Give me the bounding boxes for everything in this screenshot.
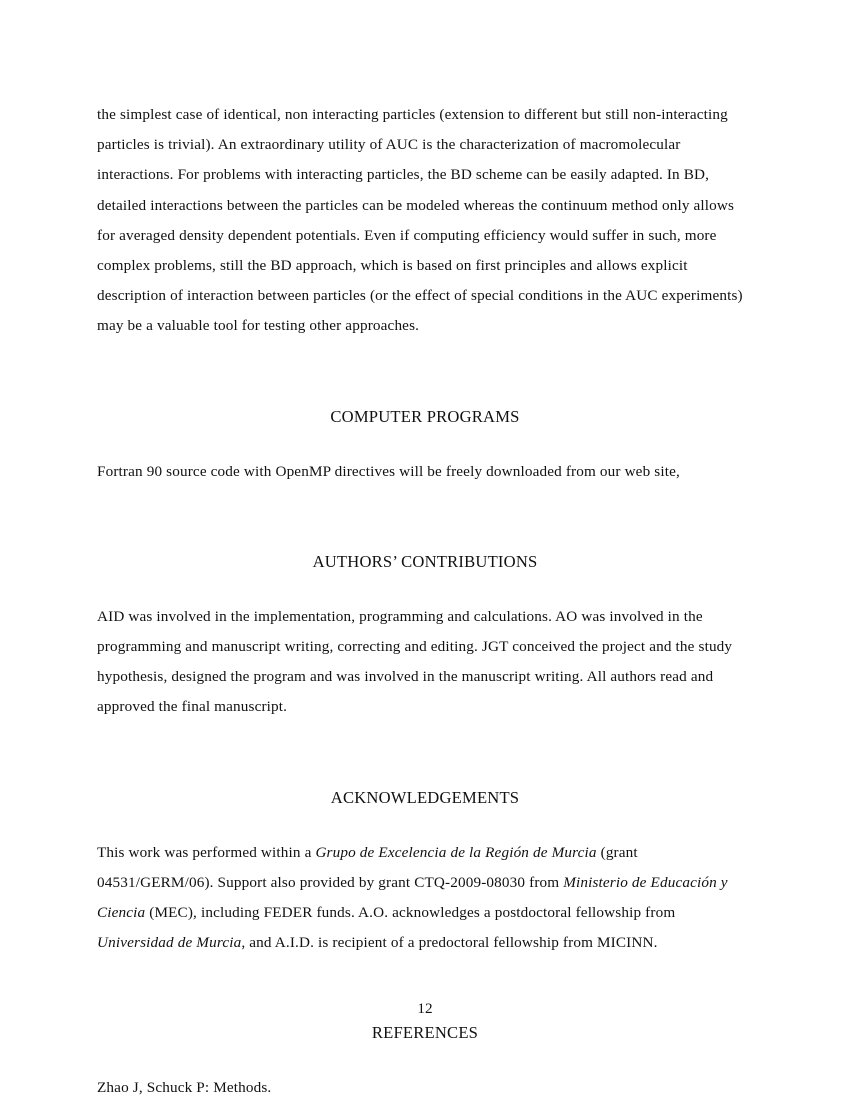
spacer xyxy=(97,1048,753,1073)
spacer xyxy=(97,487,753,547)
authors-contributions-paragraph: AID was involved in the implementation, programming and calculations. AO was involved in the programming and manuscript writing, correcting and editing. JGT conceived the project and the study hypothesis, designed the program and was involved in the manuscript writing. All authors read and approved the final manuscript. xyxy=(97,607,733,716)
computer-programs-paragraph: Fortran 90 source code with OpenMP directives will be freely downloaded from our web site, xyxy=(97,462,680,480)
acknowledgements-paragraph xyxy=(97,838,753,959)
ack-italic-ministerio: Ministerio de Educación y Ciencia xyxy=(97,873,728,922)
ack-text-part-3: (MEC), including FEDER funds. A.O. acknowledges a postdoctoral fellowship from xyxy=(145,904,676,922)
spacer xyxy=(97,813,753,838)
page-content xyxy=(97,100,753,1100)
spacer xyxy=(97,432,753,457)
section-heading-computer-programs: COMPUTER PROGRAMS xyxy=(330,406,520,426)
section-heading-acknowledgements: ACKNOWLEDGEMENTS xyxy=(330,787,520,807)
ack-italic-grupo-excelencia: Grupo de Excelencia de la Región de Murcia xyxy=(315,843,597,861)
ack-text-part-1: This work was performed within a xyxy=(97,843,316,861)
page-number: 12 xyxy=(417,1000,433,1017)
ack-text-part-4: , and A.I.D. is recipient of a predoctoral fellowship from MICINN. xyxy=(241,934,658,952)
ack-text-part-2: (grant 04531/GERM/06). Support also provided by grant CTQ-2009-08030 from xyxy=(97,843,638,891)
continuation-paragraph: the simplest case of identical, non interacting particles (extension to different but still non-interacting particles is trivial). An extraordinary utility of AUC is the characterization of macromolecular interactions. For problems with interacting particles, the BD scheme can be easily adapted. In BD, detailed interactions between the particles can be modeled whereas the continuum method only allows for averaged density dependent potentials. Even if computing efficiency would suffer in such, more complex problems, still the BD approach, which is based on first principles and allows explicit description of interaction between particles (or the effect of special conditions in the AUC experiments) may be a valuable tool for testing other approaches. xyxy=(97,106,743,335)
spacer xyxy=(97,342,753,402)
section-heading-references: REFERENCES xyxy=(371,1023,479,1043)
section-heading-authors-contributions: AUTHORS’ CONTRIBUTIONS xyxy=(312,551,538,571)
spacer xyxy=(97,577,753,602)
reference-entry: Zhao J, Schuck P: Methods. xyxy=(97,1079,272,1097)
ack-italic-universidad-murcia: Universidad de Murcia xyxy=(97,934,242,952)
spacer xyxy=(97,723,753,783)
